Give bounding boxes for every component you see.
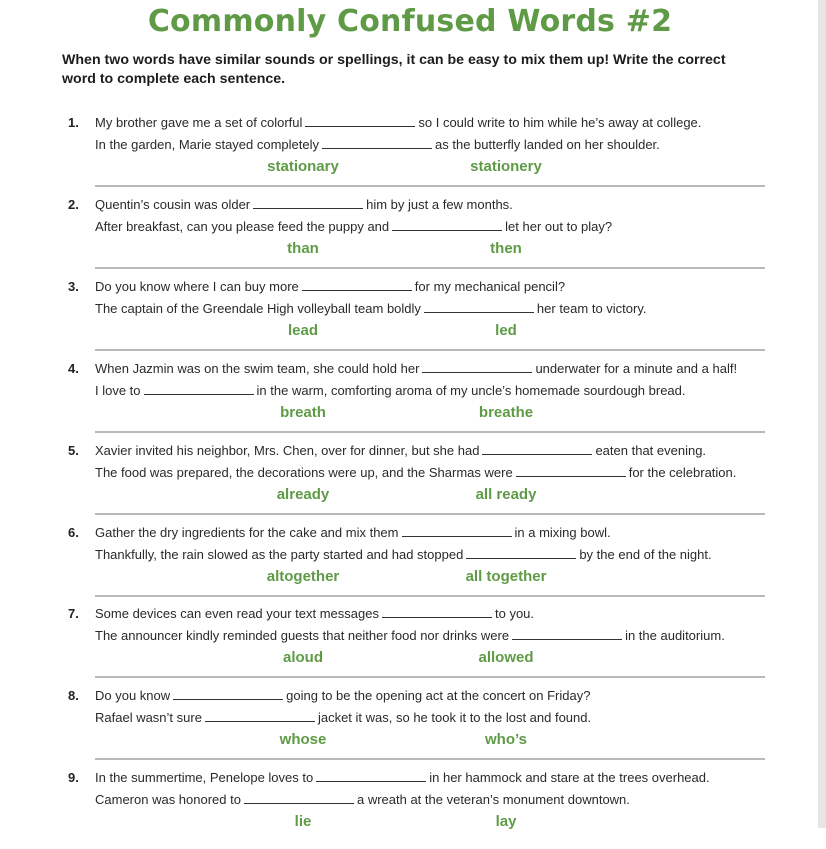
word-choice: who’s (485, 731, 527, 748)
sentence-2 (95, 462, 736, 484)
sentence-text: Do you know (95, 688, 171, 703)
sentence-text: Gather the dry ingredients for the cake and mix them (95, 525, 399, 540)
sentence-text: a wreath at the veteran’s monument downtown. (356, 792, 630, 807)
divider (95, 513, 765, 515)
word-choice: led (495, 322, 517, 339)
divider (95, 676, 765, 678)
question-item (0, 522, 826, 604)
sentence-text: in a mixing bowl. (514, 525, 611, 540)
sentence-text: in her hammock and stare at the trees overhead. (429, 770, 710, 785)
instructions: When two words have similar sounds or spellings, it can be easy to mix them up! Write the correct word to complete each sentence. (62, 52, 726, 87)
sentence-text: going to be the opening act at the concert on Friday? (286, 688, 591, 703)
divider (95, 758, 765, 760)
question-number: 5. (68, 443, 79, 458)
sentence-2 (95, 298, 647, 320)
sentence-2 (95, 707, 591, 729)
answer-blank[interactable] (322, 135, 432, 149)
sentence-2 (95, 625, 725, 647)
word-choice: stationary (267, 158, 339, 175)
answer-blank[interactable] (402, 523, 512, 537)
sentence-text: jacket it was, so he took it to the lost and found. (317, 710, 592, 725)
word-choice: already (276, 486, 330, 503)
divider (95, 185, 765, 187)
sentence-text: as the butterfly landed on her shoulder. (435, 137, 660, 152)
question-number: 1. (68, 115, 79, 130)
word-choice: lead (287, 322, 318, 339)
sentence-1 (95, 685, 590, 707)
sentence-1 (95, 112, 701, 134)
sentence-text: for the celebration. (628, 465, 737, 480)
word-choice: allowed (478, 649, 534, 666)
sentence-1 (95, 603, 534, 625)
question-item (0, 194, 826, 276)
answer-blank[interactable] (253, 195, 363, 209)
question-item (0, 112, 826, 194)
sentence-text: In the summertime, Penelope loves to (95, 770, 314, 785)
answer-blank[interactable] (305, 113, 415, 127)
answer-blank[interactable] (466, 545, 576, 559)
sentence-text: eaten that evening. (595, 443, 707, 458)
sentence-2 (95, 789, 630, 811)
word-choice: lay (495, 813, 517, 830)
sentence-text: Rafael wasn’t sure (95, 710, 202, 725)
question-number: 2. (68, 197, 79, 212)
question-item (0, 276, 826, 358)
word-choice: aloud (283, 649, 323, 666)
question-number: 8. (68, 688, 79, 703)
answer-blank[interactable] (244, 790, 354, 804)
page-title: Commonly Confused Words #2 (147, 4, 673, 39)
sentence-text: underwater for a minute and a half! (535, 361, 738, 376)
word-choice: altogether (266, 568, 340, 585)
sentence-text: for my mechanical pencil? (414, 279, 566, 294)
answer-blank[interactable] (302, 277, 412, 291)
sentence-text: let her out to play? (505, 219, 613, 234)
sentence-text: Cameron was honored to (95, 792, 241, 807)
sentence-1 (95, 440, 706, 462)
answer-blank[interactable] (482, 441, 592, 455)
question-number: 6. (68, 525, 79, 540)
sentence-text: in the warm, comforting aroma of my uncle’s homemade sourdough bread. (256, 383, 686, 398)
sentence-text: Xavier invited his neighbor, Mrs. Chen, over for dinner, but she had (95, 443, 480, 458)
sentence-text: Some devices can even read your text messages (95, 606, 379, 621)
answer-blank[interactable] (382, 604, 492, 618)
question-number: 4. (68, 361, 79, 376)
word-choice: whose (279, 731, 327, 748)
question-item (0, 767, 826, 849)
sentence-text: The food was prepared, the decorations were up, and the Sharmas were (95, 465, 513, 480)
answer-blank[interactable] (424, 299, 534, 313)
word-choice: lie (294, 813, 312, 830)
sentence-text: by the end of the night. (579, 547, 712, 562)
word-choice: all together (465, 568, 547, 585)
sentence-text: The captain of the Greendale High volleyball team boldly (95, 301, 421, 316)
sentence-text: The announcer kindly reminded guests that neither food nor drinks were (95, 628, 510, 643)
word-choice: then (490, 240, 522, 257)
sentence-2 (95, 380, 686, 402)
word-choice: breathe (478, 404, 534, 421)
answer-blank[interactable] (316, 768, 426, 782)
divider (95, 267, 765, 269)
sentence-text: so I could write to him while he’s away at college. (418, 115, 702, 130)
sentence-text: him by just a few months. (366, 197, 513, 212)
divider (95, 595, 765, 597)
answer-blank[interactable] (516, 463, 626, 477)
sentence-2 (95, 544, 712, 566)
question-number: 3. (68, 279, 79, 294)
answer-blank[interactable] (173, 686, 283, 700)
question-number: 9. (68, 770, 79, 785)
sentence-text: her team to victory. (536, 301, 647, 316)
sentence-1 (95, 276, 565, 298)
sentence-text: Do you know where I can buy more (95, 279, 299, 294)
sentence-text: Thankfully, the rain slowed as the party started and had stopped (95, 547, 464, 562)
sentence-text: When Jazmin was on the swim team, she could hold her (95, 361, 420, 376)
divider (95, 431, 765, 433)
word-choice: breath (280, 404, 326, 421)
sentence-text: I love to (95, 383, 141, 398)
sentence-text: to you. (494, 606, 535, 621)
sentence-text: in the auditorium. (625, 628, 725, 643)
answer-blank[interactable] (512, 626, 622, 640)
word-choice: than (287, 240, 319, 257)
question-item (0, 358, 826, 440)
answer-blank[interactable] (205, 708, 315, 722)
question-number: 7. (68, 606, 79, 621)
divider (95, 349, 765, 351)
sentence-2 (95, 134, 660, 156)
answer-blank[interactable] (392, 217, 502, 231)
sentence-text: My brother gave me a set of colorful (95, 115, 303, 130)
word-choice: all ready (475, 486, 537, 503)
sentence-1 (95, 767, 710, 789)
answer-blank[interactable] (144, 381, 254, 395)
sentence-1 (95, 194, 513, 216)
question-item (0, 440, 826, 522)
sentence-2 (95, 216, 612, 238)
word-choice: stationery (470, 158, 542, 175)
answer-blank[interactable] (422, 359, 532, 373)
sentence-text: After breakfast, can you please feed the puppy and (95, 219, 390, 234)
sentence-text: Quentin’s cousin was older (95, 197, 251, 212)
question-item (0, 685, 826, 767)
sentence-1 (95, 358, 737, 380)
sentence-text: In the garden, Marie stayed completely (95, 137, 320, 152)
sentence-1 (95, 522, 611, 544)
question-item (0, 603, 826, 685)
